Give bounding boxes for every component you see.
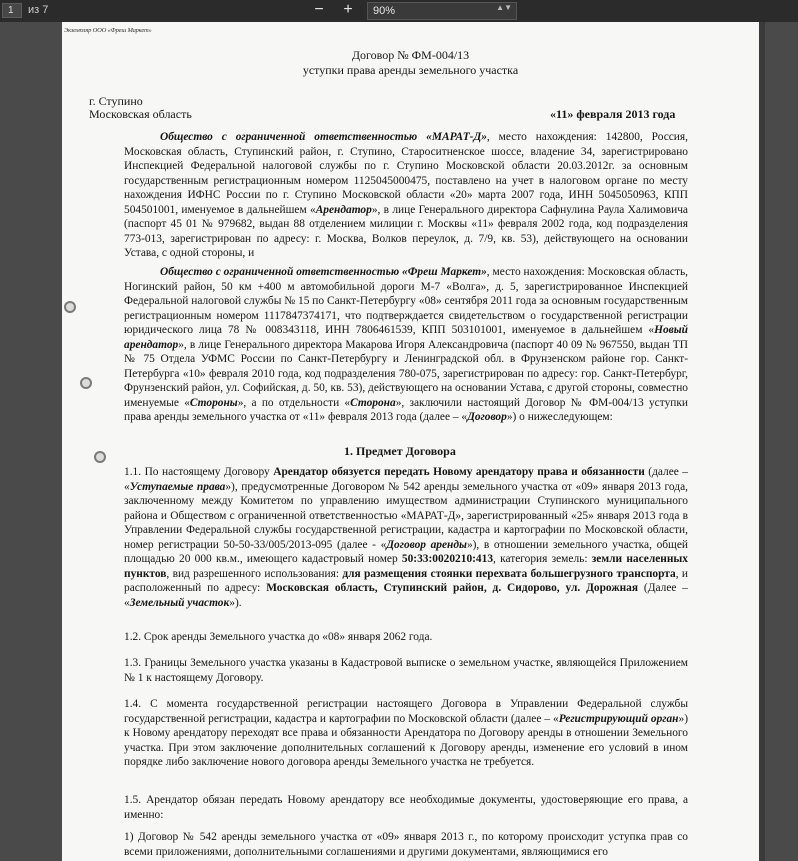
binder-hole-icon	[80, 377, 92, 389]
page-number-input[interactable]: 1	[2, 3, 22, 18]
zoom-in-button[interactable]: +	[343, 1, 353, 18]
page-total-label: из 7	[28, 4, 49, 16]
party-two-paragraph: Общество с ограниченной ответственностью «Фреш Маркет», место нахождения: Московская область, Ногинский район, 50 км +400 м автомобильной дороги М-7 «Волга», д. 5, зарегистрированное Инспекцией Федеральной налоговой службы № 15 по Санкт-Петербургу «08» сентября 2011 года за основным государственным регистрационным номером 1117847374171, что подтверждается свидетельством о государственной регистрации юридического лица 78 № 008343118, ИНН 7806461539, КПП 503101001, именуемое в дальнейшем «Новый арендатор», в лице Генерального директора Макарова Игоря Александровича (паспорт 40 09 № 967550, выдан ТП № 75 Отдела УФМС России по Санкт-Петербургу и Ленинградской обл. в Фрунзенском районе гор. Санкт-Петербурга «10» февраля 2010 года, код подразделения 780-075, зарегистрирован по адресу: гор. Санкт-Петербург, Фрунзенский район, ул. Софийская, д. 50, кв. 53), действующего на основании Устава, с другой стороны, совместно именуемые «Стороны», а по отдельности «Сторона», заключили настоящий Договор № ФМ-004/13 уступки права аренды земельного участка от «11» февраля 2013 года (далее – «Договор») о нижеследующем:	[124, 266, 688, 423]
clause-1-5-item-1: 1) Договор № 542 аренды земельного участка от «09» января 2013 г., по которому происходит уступка прав со всеми приложениями, дополнительными соглашениями и другими документами, являющимися его	[124, 831, 688, 858]
section-heading: 1. Предмет Договора	[344, 444, 456, 458]
clause-1-2: 1.2. Срок аренды Земельного участка до «08» января 2062 года.	[124, 631, 433, 643]
copy-stamp: Экземпляр ООО «Фреш Маркет»	[64, 27, 152, 34]
clause-1-1: 1.1. По настоящему Договору Арендатор обязуется передать Новому арендатору права и обязанности (далее – «Уступаемые права»), предусмотренные Договором № 542 аренды земельного участка от «09» января 2013 года, заключенному между Комитетом по управлению имуществом администрации Ступинского муниципального района и Обществом с ограниченной ответственностью «МАРАТ-Д», зарегистрированный «25» января 2013 года в Управлении Федеральной службы государственной регистрации, кадастра и картографии по Московской области, номер регистрации 50-50-33/005/2013-095 (далее - «Договор аренды»), в отношении земельного участка, общей площадью 20 000 кв.м., имеющего кадастровый номер 50:33:0020210:413, категория земель: земли населенных пунктов, вид разрешенного использования: для размещения стоянки перехвата большегрузного транспорта, и расположенный по адресу: Московская область, Ступинский район, д. Сидорово, ул. Дорожная (Далее – «Земельный участок»).	[124, 466, 689, 609]
clause-1-4: 1.4. С момента государственной регистрации настоящего Договора в Управлении Федеральной службы государственной регистрации, кадастра и картографии по Московской области (далее – «Регистрирующий орган») к Новому арендатору переходят все права и обязанности Арендатора по Договору аренды в отношении Земельного участка. При этом заключение дополнительных соглашений к Договору аренды, изменение его условий в ином порядке либо заключение нового договора аренды Земельного участка не требуется.	[124, 698, 689, 768]
contract-region: Московская область	[89, 107, 192, 121]
page-shadow	[759, 22, 765, 861]
contract-city: г. Ступино	[89, 94, 143, 108]
document-page	[62, 22, 759, 861]
chevron-updown-icon: ▲▼	[496, 3, 512, 12]
zoom-out-button[interactable]: −	[314, 1, 324, 18]
contract-title: Договор № ФМ-004/13	[351, 48, 470, 62]
pdf-toolbar	[0, 0, 798, 22]
contract-subtitle: уступки права аренды земельного участка	[302, 63, 519, 77]
zoom-value: 90%	[373, 5, 396, 17]
party-one-paragraph: Общество с ограниченной ответственностью «МАРАТ-Д», место нахождения: 142800, Россия, Московская область, Ступинский район, г. Ступино, Староситненское шоссе, владение 34, зарегистрировано Инспекцией Федеральной налоговой службы по г. Ступино Московской области 20.03.2012г. за основным государственным регистрационным номером 1125045000475, поставлено на учет в налоговом органе по месту нахождения ИФНС России по г. Ступино Московской области «20» марта 2007 года, ИНН 5045050963, КПП 504501001, именуемое в дальнейшем «Арендатор», в лице Генерального директора Сафнулина Раула Халимовича (паспорт 45 01 № 979682, выдан 88 отделением милиции г. Москвы «11» февраля 2002 года, код подразделения 773-013, зарегистрирован по адресу: г. Москва, Волков переулок, д. 7/9, кв. 53), действующего на основании Устава, с одной стороны, и	[124, 131, 688, 259]
binder-hole-icon	[94, 451, 106, 463]
clause-1-3: 1.3. Границы Земельного участка указаны в Кадастровой выписке о земельном участке, являющейся Приложением № 1 к настоящему Договору.	[124, 657, 688, 684]
zoom-select[interactable]	[367, 2, 517, 20]
clause-1-5: 1.5. Арендатор обязан передать Новому арендатору все необходимые документы, удостоверяющие его права, а именно:	[124, 794, 688, 821]
contract-date: «11» февраля 2013 года	[550, 107, 676, 121]
binder-hole-icon	[64, 301, 76, 313]
